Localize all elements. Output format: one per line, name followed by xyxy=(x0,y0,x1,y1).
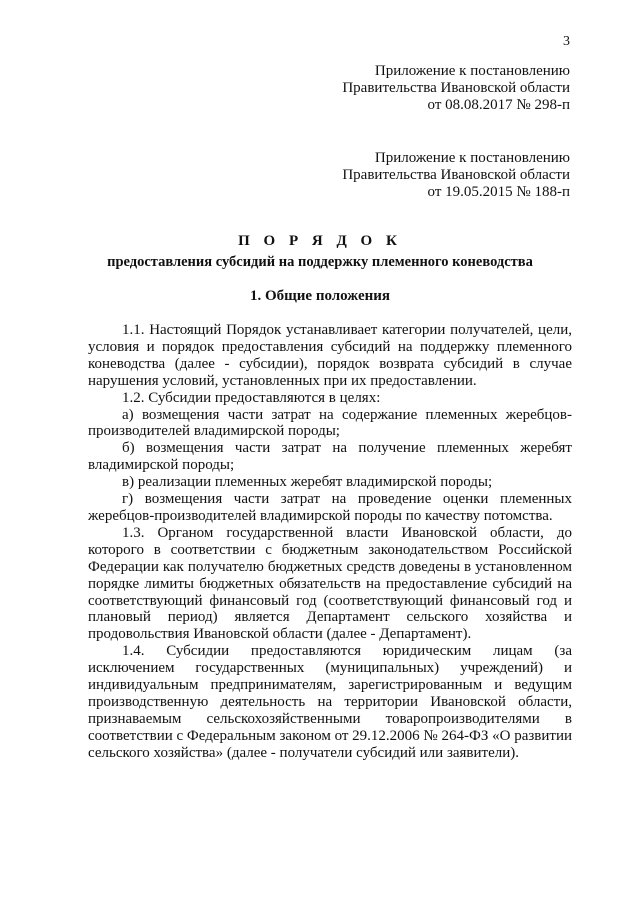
paragraph-1-2-b: б) возмещения части затрат на получение племенных жеребят владимирской породы; xyxy=(88,440,572,474)
appendix-current-line1: Приложение к постановлению xyxy=(374,63,570,79)
appendix-original-block xyxy=(342,150,570,201)
paragraph-1-2-v: в) реализации племенных жеребят владимирской породы; xyxy=(122,474,493,491)
paragraph-1-2: 1.2. Субсидии предоставляются в целях: xyxy=(122,389,381,406)
appendix-original-line2: Правительства Ивановской области xyxy=(342,167,570,183)
paragraph-1-3: 1.3. Органом государственной власти Ивановской области, до которого в соответствии с бюджетным законодательством Российской Федерации как получателю бюджетных средств доведены в установленном порядке лимиты бюджетных обязательств на предоставление субсидий на соответствующий финансовый год (соответствующий финансовый год и плановый период) является Департамент сельского хозяйства и продовольствия Ивановской области (далее - Департамент). xyxy=(88,524,572,643)
appendix-current-line3: от 08.08.2017 № 298-п xyxy=(427,97,570,113)
appendix-original-line3: от 19.05.2015 № 188-п xyxy=(427,184,570,200)
appendix-current-block xyxy=(342,63,570,114)
appendix-current-line2: Правительства Ивановской области xyxy=(342,80,570,96)
appendix-original-line1: Приложение к постановлению xyxy=(374,150,570,166)
paragraph-1-1: 1.1. Настоящий Порядок устанавливает категории получателей, цели, условия и порядок предоставления субсидий на поддержку племенного коневодства (далее - субсидии), порядок возврата субсидий в случае нарушения условий, установленных при их предоставлении. xyxy=(88,322,572,389)
page-number: 3 xyxy=(563,34,570,49)
document-title: П О Р Я Д О К xyxy=(238,233,402,249)
paragraph-1-2-a: а) возмещения части затрат на содержание племенных жеребцов-производителей владимирской породы; xyxy=(88,406,572,440)
document-subtitle: предоставления субсидий на поддержку племенного коневодства xyxy=(107,254,533,270)
section-heading: 1. Общие положения xyxy=(249,288,391,304)
paragraph-1-4: 1.4. Субсидии предоставляются юридическим лицам (за исключением государственных (муниципальных) учреждений) и индивидуальным предпринимателям, зарегистрированным и ведущим производственную деятельность на территории Ивановской области, признаваемым сельскохозяйственными товаропроизводителями в соответствии с Федеральным законом от 29.12.2006 № 264-ФЗ «О развитии сельского хозяйства» (далее - получатели субсидий или заявители). xyxy=(88,643,572,761)
document-body xyxy=(88,322,572,762)
paragraph-1-2-g: г) возмещения части затрат на проведение оценки племенных жеребцов-производителей владимирской породы по качеству потомства. xyxy=(88,491,572,524)
